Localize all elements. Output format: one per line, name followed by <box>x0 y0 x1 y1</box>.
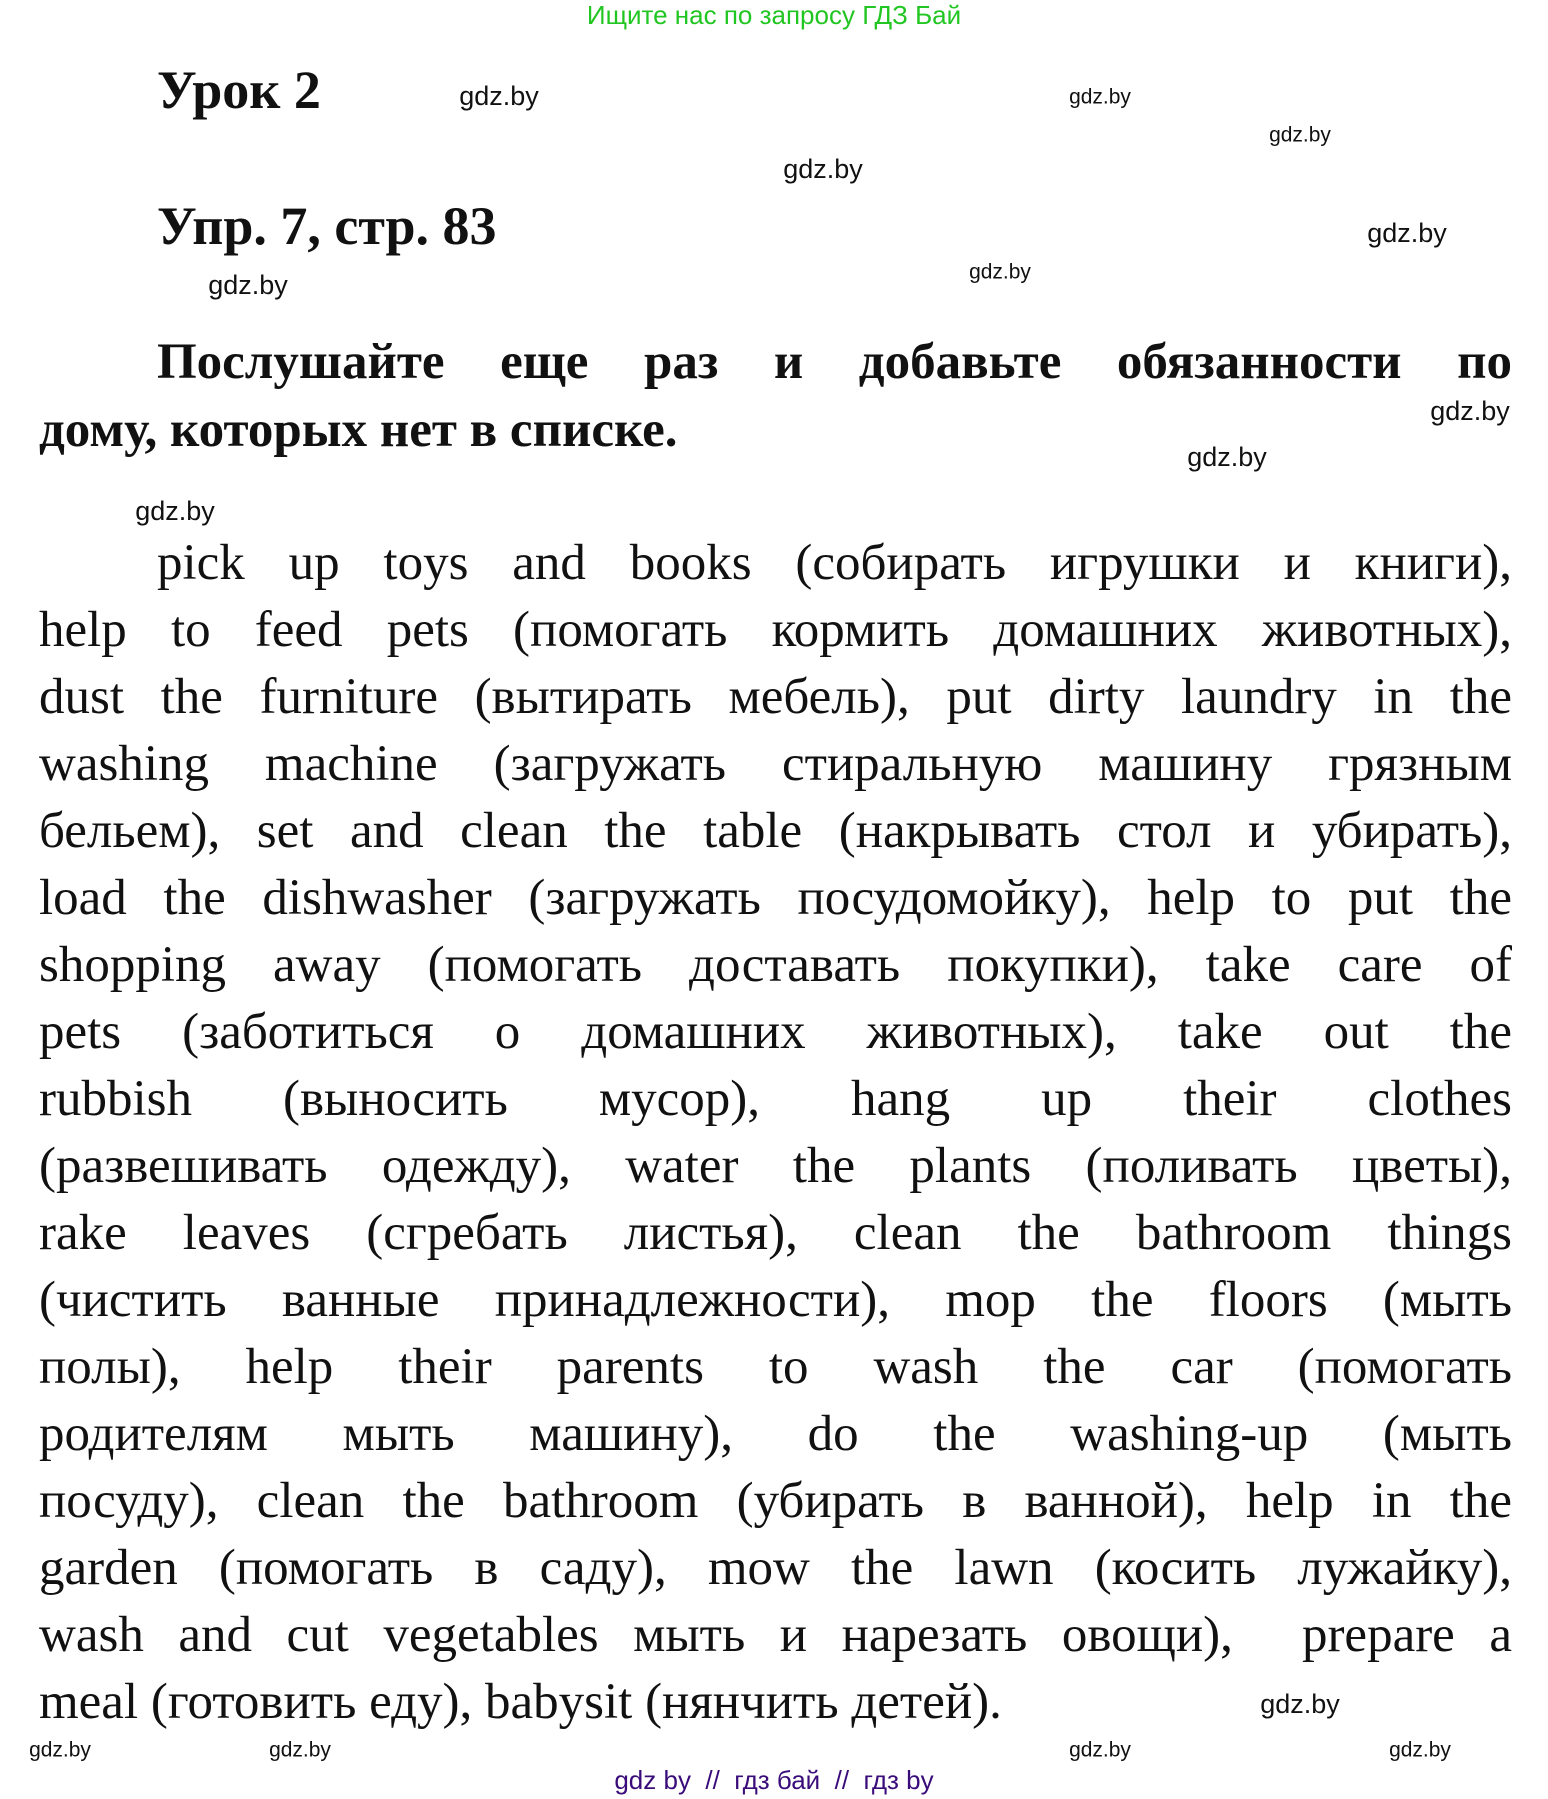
watermark: gdz.by <box>783 154 863 185</box>
answer-line: полы), help their parents to wash the car (помогать <box>39 1339 1512 1395</box>
exercise-title: Упр. 7, стр. 83 <box>157 196 497 256</box>
watermark: gdz.by <box>1069 1738 1131 1762</box>
watermark: gdz.by <box>269 1738 331 1762</box>
lesson-title: Урок 2 <box>157 60 321 120</box>
answer-line: бельем), set and clean the table (накрывать стол и убирать), <box>39 803 1512 859</box>
watermark: gdz.by <box>1187 442 1267 473</box>
watermark: gdz.by <box>29 1738 91 1762</box>
watermark: gdz.by <box>1430 396 1510 427</box>
answer-line: wash and cut vegetables мыть и нарезать овощи), prepare a <box>39 1607 1512 1663</box>
answer-line: dust the furniture (вытирать мебель), put dirty laundry in the <box>39 669 1512 725</box>
site-search-banner: Ищите нас по запросу ГДЗ Бай <box>586 0 962 30</box>
answer-line: (чистить ванные принадлежности), mop the floors (мыть <box>39 1272 1512 1328</box>
answer-line: посуду), clean the bathroom (убирать в ванной), help in the <box>39 1473 1512 1529</box>
watermark: gdz.by <box>1367 218 1447 249</box>
watermark: gdz.by <box>135 496 215 527</box>
task-line-1 <box>39 332 1512 392</box>
answer-line: rubbish (выносить мусор), hang up their clothes <box>39 1071 1512 1127</box>
answer-line: garden (помогать в саду), mow the lawn (косить лужайку), <box>39 1540 1512 1596</box>
answer-line: родителям мыть машину), do the washing-up (мыть <box>39 1406 1512 1462</box>
watermark: gdz.by <box>1269 123 1331 147</box>
watermark: gdz.by <box>1389 1738 1451 1762</box>
answer-line: help to feed pets (помогать кормить домашних животных), <box>39 602 1512 658</box>
answer-line: pick up toys and books (собирать игрушки и книги), <box>157 535 1512 591</box>
answer-line: meal (готовить еду), babysit (нянчить детей). <box>39 1674 1002 1730</box>
answer-line: (развешивать одежду), water the plants (поливать цветы), <box>39 1138 1512 1194</box>
watermark: gdz.by <box>1260 1689 1340 1720</box>
watermark: gdz.by <box>969 260 1031 284</box>
watermark: gdz.by <box>208 270 288 301</box>
watermark: gdz.by <box>459 81 539 112</box>
footer-links: gdz by // гдз бай // гдз by <box>614 1765 934 1795</box>
answer-line: rake leaves (сгребать листья), clean the bathroom things <box>39 1205 1512 1261</box>
answer-line: washing machine (загружать стиральную машину грязным <box>39 736 1512 792</box>
watermark: gdz.by <box>1069 85 1131 109</box>
task-line-2: дому, которых нет в списке. <box>39 402 678 458</box>
answer-line: load the dishwasher (загружать посудомойку), help to put the <box>39 870 1512 926</box>
task-text-1: Послушайте еще раз и добавьте обязанности по <box>157 334 1512 390</box>
answer-line: shopping away (помогать доставать покупки), take care of <box>39 937 1512 993</box>
answer-line: pets (заботиться о домашних животных), take out the <box>39 1004 1512 1060</box>
